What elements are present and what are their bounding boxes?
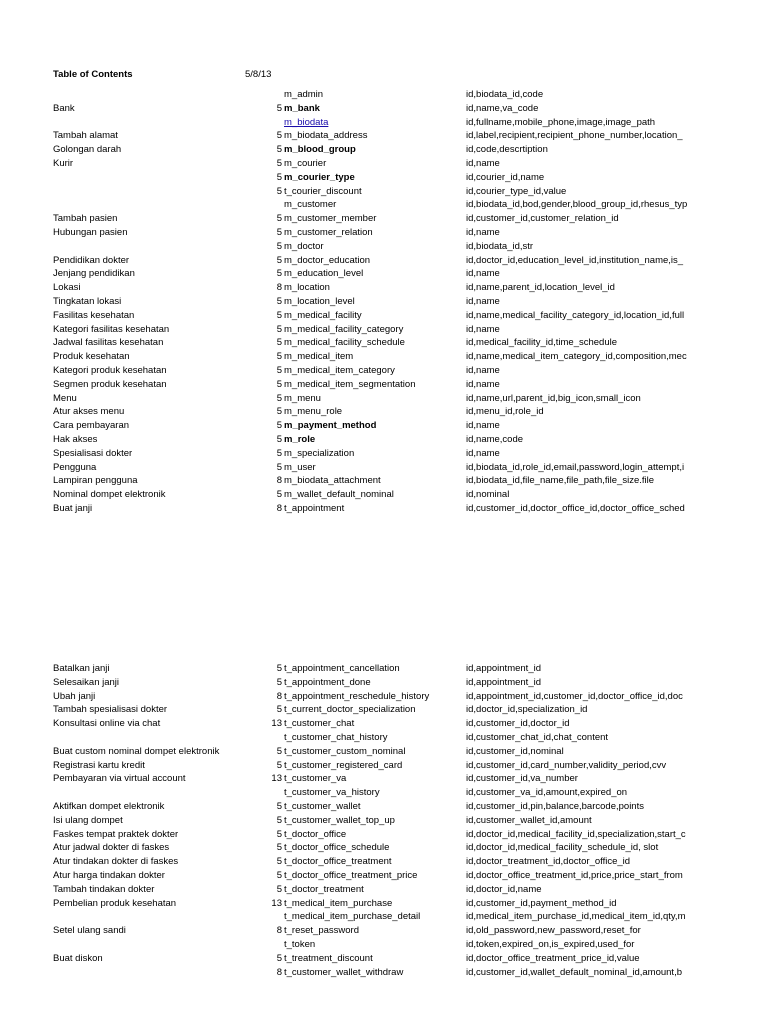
table-row [0, 855, 768, 869]
table-count: 8 [276, 966, 282, 978]
feature-label: Jadwal fasilitas kesehatan [53, 337, 164, 349]
table-count: 8 [276, 502, 282, 514]
table-row [0, 336, 768, 350]
table-name: m_admin [284, 89, 324, 100]
table-row [0, 690, 768, 704]
table-row [0, 488, 768, 502]
column-list: id,name [466, 378, 500, 390]
table-row [0, 717, 768, 731]
feature-label: Bank [53, 102, 75, 114]
table-row [0, 405, 768, 419]
table-row [0, 841, 768, 855]
table-count: 13 [271, 718, 282, 730]
column-list: id,name,parent_id,location_level_id [466, 282, 615, 294]
column-list: id,customer_id,va_number [466, 773, 578, 785]
feature-label: Jenjang pendidikan [53, 268, 135, 280]
feature-label: Pengguna [53, 461, 97, 473]
feature-label: Isi ulang dompet [53, 814, 123, 826]
table-row [0, 185, 768, 199]
table-count: 5 [276, 130, 282, 142]
table-count: 5 [276, 213, 282, 225]
feature-label: Pendidikan dokter [53, 254, 130, 266]
column-list: id,biodata_id,role_id,email,password,login_attempt,i [466, 461, 685, 473]
column-list: id,doctor_id,education_level_id,institution_name,is_ [466, 254, 684, 266]
table-row [0, 102, 768, 116]
table-row [0, 309, 768, 323]
table-name: t_current_doctor_specialization [284, 704, 416, 716]
table-row [0, 157, 768, 171]
table-name: m_doctor [284, 240, 324, 252]
table-row [0, 323, 768, 337]
column-list: id,customer_id,wallet_default_nominal_id,amount,b [466, 966, 682, 978]
table-row [0, 897, 768, 911]
column-list: id,name [466, 268, 500, 280]
table-count: 5 [276, 420, 282, 432]
table-row [0, 731, 768, 745]
table-row [0, 814, 768, 828]
table-name: t_courier_discount [284, 185, 362, 197]
table-name: t_customer_wallet [284, 800, 361, 812]
table-row [0, 703, 768, 717]
feature-label: Pembayaran via virtual account [53, 773, 186, 785]
column-list: id,customer_wallet_id,amount [466, 814, 592, 826]
table-count: 5 [276, 447, 282, 459]
column-list: id,customer_id,doctor_id [466, 718, 570, 730]
table-count: 5 [276, 240, 282, 252]
column-list: id,old_password,new_password,reset_for [466, 925, 641, 937]
table-name: t_treatment_discount [284, 952, 373, 964]
table-count: 5 [276, 663, 282, 674]
table-count: 5 [276, 226, 282, 238]
table-name: t_customer_registered_card [284, 759, 403, 771]
table-name: m_specialization [284, 447, 355, 459]
table-row [0, 364, 768, 378]
table-row [0, 143, 768, 157]
column-list: id,menu_id,role_id [466, 406, 544, 418]
column-list: id,doctor_id,medical_facility_id,specialization,start_c [466, 828, 686, 840]
table-name: m_medical_item_category [284, 364, 395, 376]
table-name: t_appointment [284, 502, 345, 514]
feature-label: Buat custom nominal dompet elektronik [53, 745, 220, 757]
column-list: id,nominal [466, 489, 510, 501]
table-name: m_medical_facility_schedule [284, 337, 405, 349]
table-row [0, 433, 768, 447]
table-count: 5 [276, 489, 282, 501]
column-list: id,customer_id,pin,balance,barcode,points [466, 800, 644, 812]
doc-title: Table of Contents [53, 69, 133, 80]
table-count: 5 [276, 144, 282, 156]
feature-label: Atur akses menu [53, 406, 125, 418]
column-list: id,appointment_id [466, 663, 541, 674]
table-name: t_doctor_office_schedule [284, 842, 390, 854]
column-list: id,customer_id,nominal [466, 745, 564, 757]
table-name: t_appointment_reschedule_history [284, 690, 430, 702]
table-row [0, 240, 768, 254]
table-name: m_role [284, 433, 316, 445]
table-row [0, 502, 768, 516]
table-row [0, 910, 768, 924]
feature-label: Buat diskon [53, 952, 103, 964]
table-count: 5 [276, 461, 282, 473]
column-list: id,biodata_id,file_name,file_path,file_size.file [466, 475, 655, 487]
feature-label: Faskes tempat praktek dokter [53, 828, 179, 840]
table-count: 13 [271, 897, 282, 909]
top-section [0, 68, 768, 516]
table-row [0, 226, 768, 240]
table-row [0, 116, 768, 130]
table-row [0, 447, 768, 461]
table-count: 5 [276, 842, 282, 854]
column-list: id,doctor_id,medical_facility_schedule_id, slot [466, 842, 659, 854]
feature-label: Lokasi [53, 282, 81, 294]
header-row [0, 68, 768, 88]
feature-label: Produk kesehatan [53, 351, 130, 363]
table-row [0, 267, 768, 281]
column-list: id,doctor_id,name [466, 883, 542, 895]
table-count: 5 [276, 337, 282, 349]
column-list: id,appointment_id [466, 676, 541, 688]
feature-label: Pembelian produk kesehatan [53, 897, 177, 909]
table-row [0, 212, 768, 226]
table-row [0, 129, 768, 143]
table-count: 5 [276, 364, 282, 376]
column-list: id,doctor_id,specialization_id [466, 704, 588, 716]
feature-label: Hubungan pasien [53, 226, 128, 238]
table-count: 13 [271, 773, 282, 785]
column-list: id,courier_id,name [466, 171, 545, 183]
feature-label: Segmen produk kesehatan [53, 378, 167, 390]
feature-label: Konsultasi online via chat [53, 718, 161, 730]
column-list: id,customer_va_id,amount,expired_on [466, 787, 628, 799]
feature-label: Ubah janji [53, 690, 96, 702]
column-list: id,name,code [466, 433, 524, 445]
table-name: m_medical_facility [284, 309, 362, 321]
table-row [0, 281, 768, 295]
column-list: id,biodata_id,bod,gender,blood_group_id,rhesus_typ [466, 199, 688, 211]
table-name: t_customer_chat_history [284, 731, 388, 743]
table-count: 5 [276, 295, 282, 307]
table-count: 5 [276, 800, 282, 812]
table-count: 5 [276, 171, 282, 183]
feature-label: Tingkatan lokasi [53, 295, 122, 307]
table-name: t_medical_item_purchase_detail [284, 911, 421, 923]
feature-label: Lampiran pengguna [53, 475, 138, 487]
column-list: id,customer_id,doctor_office_id,doctor_office_sched [466, 502, 685, 514]
table-count: 5 [276, 704, 282, 716]
table-count: 5 [276, 309, 282, 321]
feature-label: Hak akses [53, 433, 98, 445]
column-list: id,name [466, 364, 500, 376]
column-list: id,name,medical_facility_category_id,location_id,full [466, 309, 685, 321]
table-row [0, 745, 768, 759]
table-count: 5 [276, 869, 282, 881]
table-count: 5 [276, 828, 282, 840]
top-table [0, 88, 768, 516]
column-list: id,fullname,mobile_phone,image,image_path [466, 116, 656, 128]
table-row [0, 461, 768, 475]
feature-label: Spesialisasi dokter [53, 447, 133, 459]
table-name: m_customer [284, 199, 337, 211]
table-name: m_medical_item [284, 351, 354, 363]
column-list: id,courier_type_id,value [466, 185, 567, 197]
table-count: 5 [276, 814, 282, 826]
column-list: id,doctor_office_treatment_price_id,value [466, 952, 640, 964]
table-count: 5 [276, 883, 282, 895]
table-name: t_doctor_office_treatment [284, 856, 392, 868]
table-count: 5 [276, 433, 282, 445]
table-row [0, 662, 768, 676]
table-row [0, 350, 768, 364]
table-count: 5 [276, 676, 282, 688]
feature-label: Tambah spesialisasi dokter [53, 704, 168, 716]
table-row [0, 88, 768, 102]
table-count: 5 [276, 102, 282, 114]
table-row [0, 828, 768, 842]
feature-label: Tambah pasien [53, 213, 118, 225]
feature-label: Nominal dompet elektronik [53, 489, 166, 501]
table-name: m_user [284, 461, 316, 473]
table-row [0, 952, 768, 966]
table-row [0, 254, 768, 268]
table-name: m_blood_group [284, 144, 356, 156]
column-list: id,customer_id,customer_relation_id [466, 213, 619, 225]
table-row [0, 772, 768, 786]
feature-label: Tambah tindakan dokter [53, 883, 155, 895]
table-row [0, 392, 768, 406]
bottom-section [0, 662, 768, 979]
table-name: t_reset_password [284, 925, 359, 937]
feature-label: Tambah alamat [53, 130, 118, 142]
table-row [0, 938, 768, 952]
table-count: 8 [276, 475, 282, 487]
table-name: t_appointment_cancellation [284, 663, 400, 674]
table-count: 5 [276, 759, 282, 771]
table-row [0, 295, 768, 309]
table-name: m_medical_item_segmentation [284, 378, 416, 390]
table-name: m_menu_role [284, 406, 343, 418]
table-count: 8 [276, 282, 282, 294]
table-name: t_doctor_office_treatment_price [284, 869, 418, 881]
column-list: id,customer_id,payment_method_id [466, 897, 617, 909]
column-list: id,customer_chat_id,chat_content [466, 731, 609, 743]
table-name: t_customer_chat [284, 718, 355, 730]
table-row [0, 786, 768, 800]
column-list: id,name [466, 157, 500, 169]
table-name: m_wallet_default_nominal [284, 489, 394, 501]
feature-label: Registrasi kartu kredit [53, 759, 145, 771]
table-row [0, 869, 768, 883]
feature-label: Fasilitas kesehatan [53, 309, 135, 321]
table-count: 5 [276, 254, 282, 266]
table-row [0, 171, 768, 185]
feature-label: Atur harga tindakan dokter [53, 869, 165, 881]
table-count: 5 [276, 185, 282, 197]
table-count: 5 [276, 323, 282, 335]
table-name: t_doctor_treatment [284, 883, 364, 895]
column-list: id,code,descrtiption [466, 144, 548, 156]
table-name: m_customer_member [284, 213, 377, 225]
table-name: m_education_level [284, 268, 364, 280]
feature-label: Kategori produk kesehatan [53, 364, 167, 376]
column-list: id,token,expired_on,is_expired,used_for [466, 938, 635, 950]
column-list: id,appointment_id,customer_id,doctor_office_id,doc [466, 690, 683, 702]
table-count: 5 [276, 392, 282, 404]
column-list: id,doctor_treatment_id,doctor_office_id [466, 856, 631, 868]
table-name: t_doctor_office [284, 828, 347, 840]
feature-label: Batalkan janji [53, 663, 110, 674]
feature-label: Aktifkan dompet elektronik [53, 800, 165, 812]
feature-label: Buat janji [53, 502, 93, 514]
column-list: id,name [466, 323, 500, 335]
feature-label: Menu [53, 392, 77, 404]
table-name: t_customer_wallet_top_up [284, 814, 395, 826]
table-name: t_appointment_done [284, 676, 371, 688]
table-name: m_courier [284, 157, 327, 169]
column-list: id,name,url,parent_id,big_icon,small_icon [466, 392, 641, 404]
table-name: m_location [284, 282, 330, 294]
table-name-link[interactable]: m_biodata [284, 116, 329, 128]
table-name: m_menu [284, 392, 321, 404]
feature-label: Kurir [53, 157, 74, 169]
table-row [0, 419, 768, 433]
feature-label: Atur tindakan dokter di faskes [53, 856, 179, 868]
table-name: m_medical_facility_category [284, 323, 404, 335]
table-count: 5 [276, 268, 282, 280]
table-count: 5 [276, 406, 282, 418]
column-list: id,label,recipient,recipient_phone_number,location_ [466, 130, 683, 142]
doc-date: 5/8/13 [245, 69, 272, 80]
table-count: 5 [276, 952, 282, 964]
column-list: id,medical_item_purchase_id,medical_item_id,qty,m [466, 911, 686, 923]
table-name: m_doctor_education [284, 254, 371, 266]
table-count: 5 [276, 745, 282, 757]
column-list: id,name,medical_item_category_id,composition,mec [466, 351, 687, 363]
table-count: 5 [276, 378, 282, 390]
table-count: 5 [276, 856, 282, 868]
table-name: t_customer_wallet_withdraw [284, 966, 404, 978]
feature-label: Selesaikan janji [53, 676, 120, 688]
column-list: id,name [466, 226, 500, 238]
feature-label: Setel ulang sandi [53, 925, 126, 937]
table-name: t_medical_item_purchase [284, 897, 393, 909]
feature-label: Atur jadwal dokter di faskes [53, 842, 170, 854]
table-name: m_bank [284, 102, 320, 114]
table-name: t_token [284, 938, 316, 950]
table-row [0, 759, 768, 773]
table-name: t_customer_va_history [284, 787, 380, 799]
column-list: id,name,va_code [466, 102, 539, 114]
table-count: 8 [276, 690, 282, 702]
column-list: id,customer_id,card_number,validity_period,cvv [466, 759, 667, 771]
column-list: id,name [466, 420, 500, 432]
table-row [0, 800, 768, 814]
table-name: t_customer_va [284, 773, 347, 785]
table-row [0, 883, 768, 897]
column-list: id,biodata_id,str [466, 240, 534, 252]
column-list: id,medical_facility_id,time_schedule [466, 337, 618, 349]
table-name: m_location_level [284, 295, 355, 307]
table-name: m_biodata_attachment [284, 475, 381, 487]
feature-label: Kategori fasilitas kesehatan [53, 323, 170, 335]
table-row [0, 676, 768, 690]
table-name: m_biodata_address [284, 130, 368, 142]
column-list: id,name [466, 447, 500, 459]
table-row [0, 474, 768, 488]
column-list: id,name [466, 295, 500, 307]
table-count: 5 [276, 157, 282, 169]
table-name: m_customer_relation [284, 226, 373, 238]
bottom-table [0, 662, 768, 979]
table-row [0, 198, 768, 212]
feature-label: Golongan darah [53, 144, 122, 156]
table-name: m_courier_type [284, 171, 355, 183]
table-name: t_customer_custom_nominal [284, 745, 406, 757]
table-row [0, 924, 768, 938]
column-list: id,doctor_office_treatment_id,price,price_start_from [466, 869, 683, 881]
table-count: 5 [276, 351, 282, 363]
table-count: 8 [276, 925, 282, 937]
column-list: id,biodata_id,code [466, 89, 544, 100]
feature-label: Cara pembayaran [53, 420, 130, 432]
table-row [0, 966, 768, 980]
table-row [0, 378, 768, 392]
table-name: m_payment_method [284, 420, 377, 432]
